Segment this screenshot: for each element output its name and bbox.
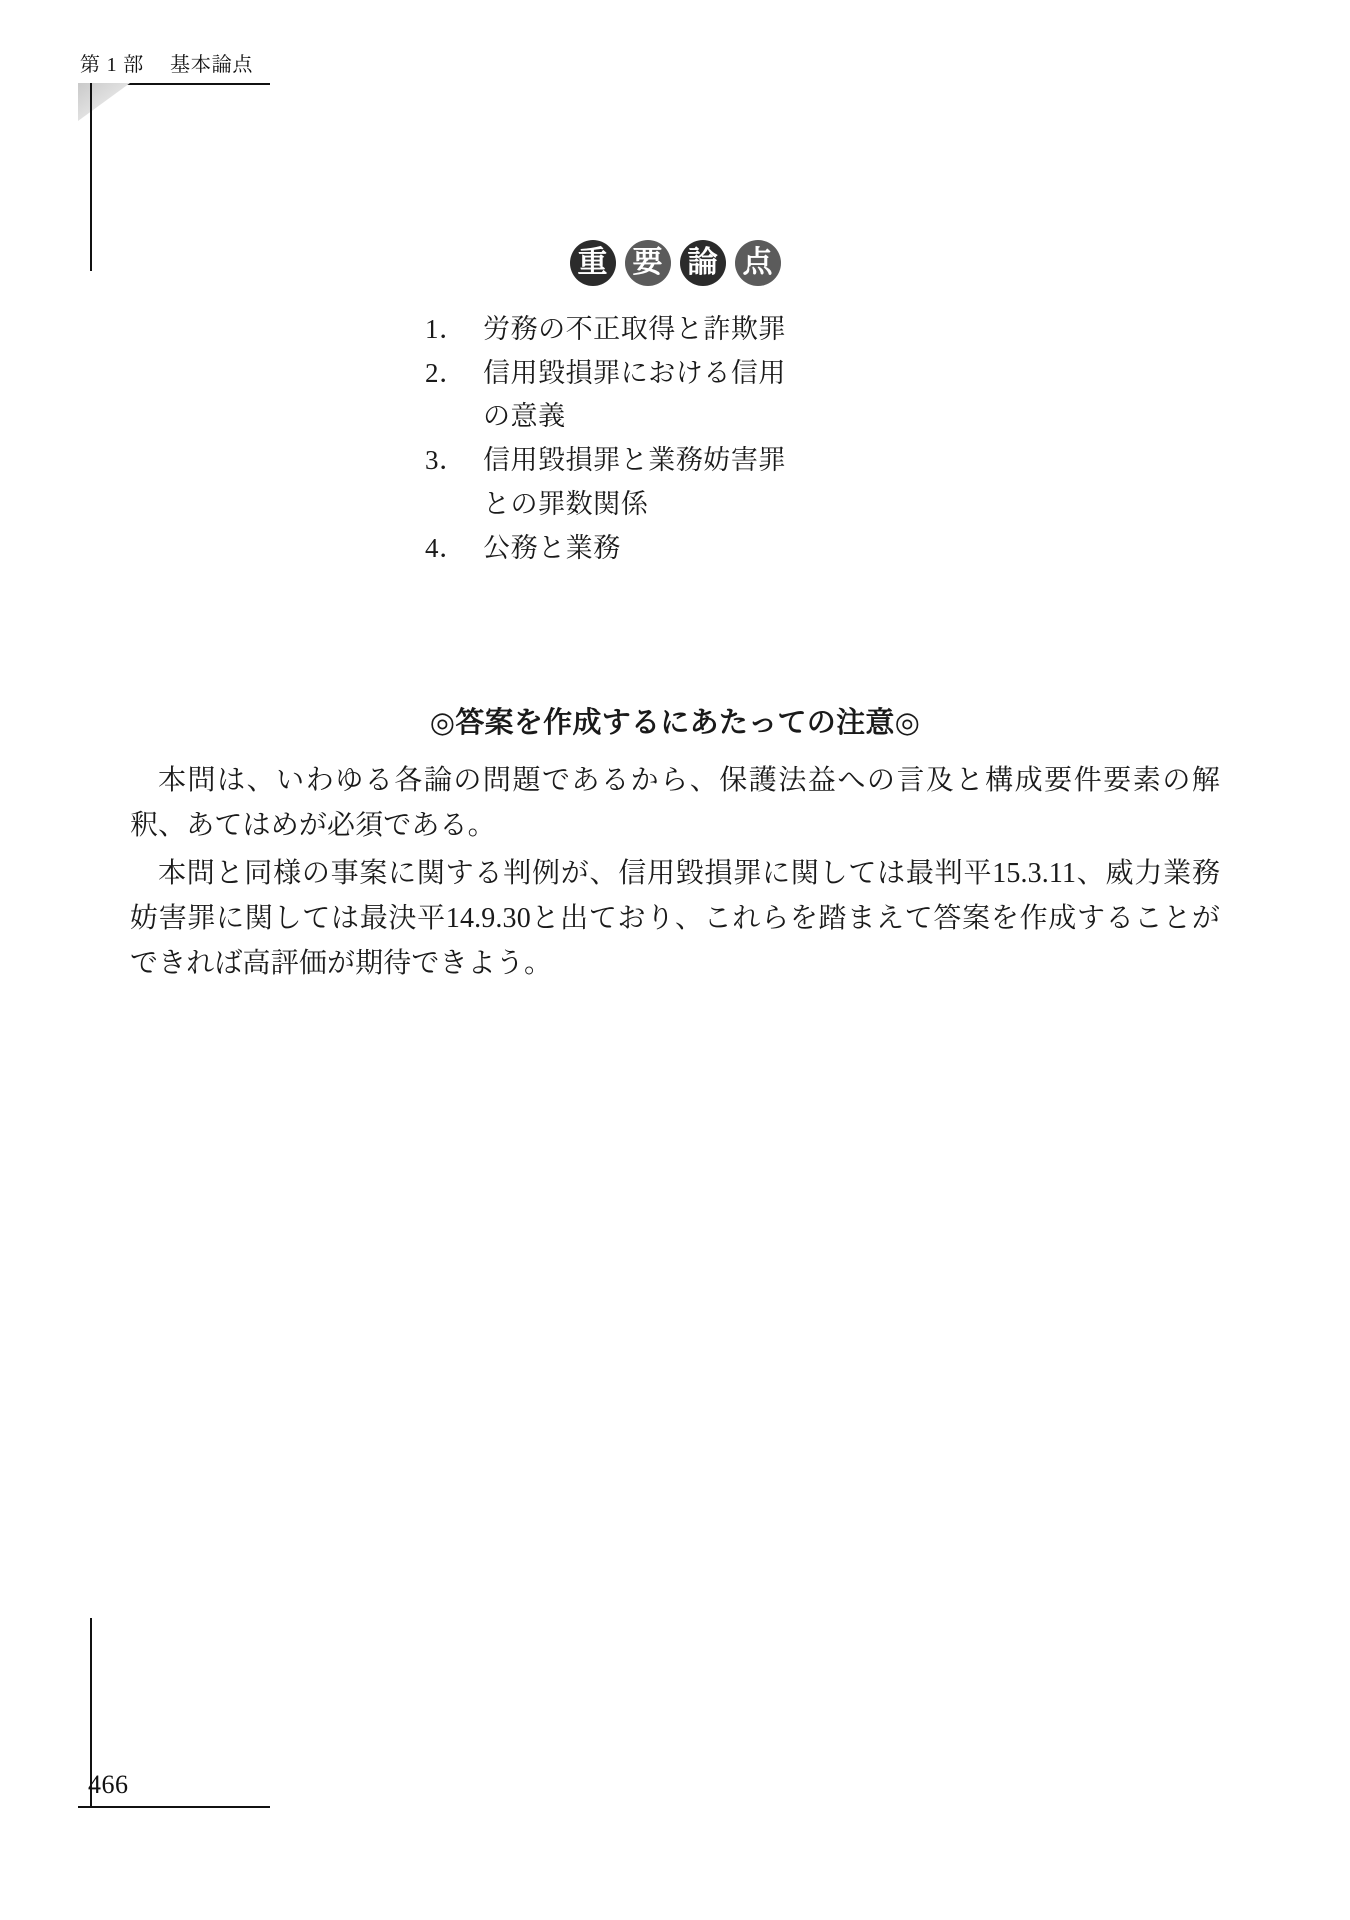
keypoints-title-char-4: 点: [735, 240, 781, 286]
keypoints-item-number: 4．: [425, 532, 467, 563]
running-head-section: 基本論点: [170, 54, 254, 76]
keypoints-item-text: 信用毀損罪と業務妨害罪: [483, 445, 786, 476]
keypoints-block: [0, 240, 1350, 570]
keypoints-item-text: 公務と業務: [483, 532, 621, 563]
keypoints-item-continuation: の意義: [483, 401, 566, 432]
body-copy: [130, 758, 1220, 989]
keypoints-title-char-1: 重: [570, 240, 616, 286]
list-item: [425, 439, 855, 526]
keypoints-item-text: 信用毀損罪における信用: [483, 357, 786, 388]
list-item: [425, 352, 855, 439]
paragraph: 本問と同様の事案に関する判例が、信用毀損罪に関しては最判平15.3.11、威力業務妨害罪に関しては最決平14.9.30と出ており、これらを踏まえて答案を作成することができれば高評価が期待できよう。: [130, 857, 1220, 980]
footer-rule: [78, 1806, 270, 1808]
keypoints-title-char-2: 要: [625, 240, 671, 286]
keypoints-item-text: 労務の不正取得と詐欺罪: [483, 314, 786, 344]
keypoints-title-char-3: 論: [680, 240, 726, 286]
running-head: [80, 48, 253, 77]
corner-fold-decoration: [78, 83, 130, 121]
keypoints-item-number: 1．: [425, 314, 467, 344]
keypoints-item-number: 3．: [425, 445, 467, 476]
paragraph: 本問は、いわゆる各論の問題であるから、保護法益への言及と構成要件要素の解釈、あてはめが必須である。: [130, 765, 1220, 842]
notice-heading: ◎答案を作成するにあたっての注意◎: [429, 705, 921, 739]
keypoints-title: [0, 240, 1350, 286]
keypoints-item-continuation: との罪数関係: [483, 488, 649, 519]
list-item: [425, 527, 855, 571]
keypoints-item-number: 2．: [425, 357, 467, 388]
running-head-part: 第 1 部: [80, 54, 144, 76]
page-number: 466: [88, 1770, 129, 1799]
keypoints-list: [425, 308, 855, 570]
list-item: [425, 308, 855, 352]
